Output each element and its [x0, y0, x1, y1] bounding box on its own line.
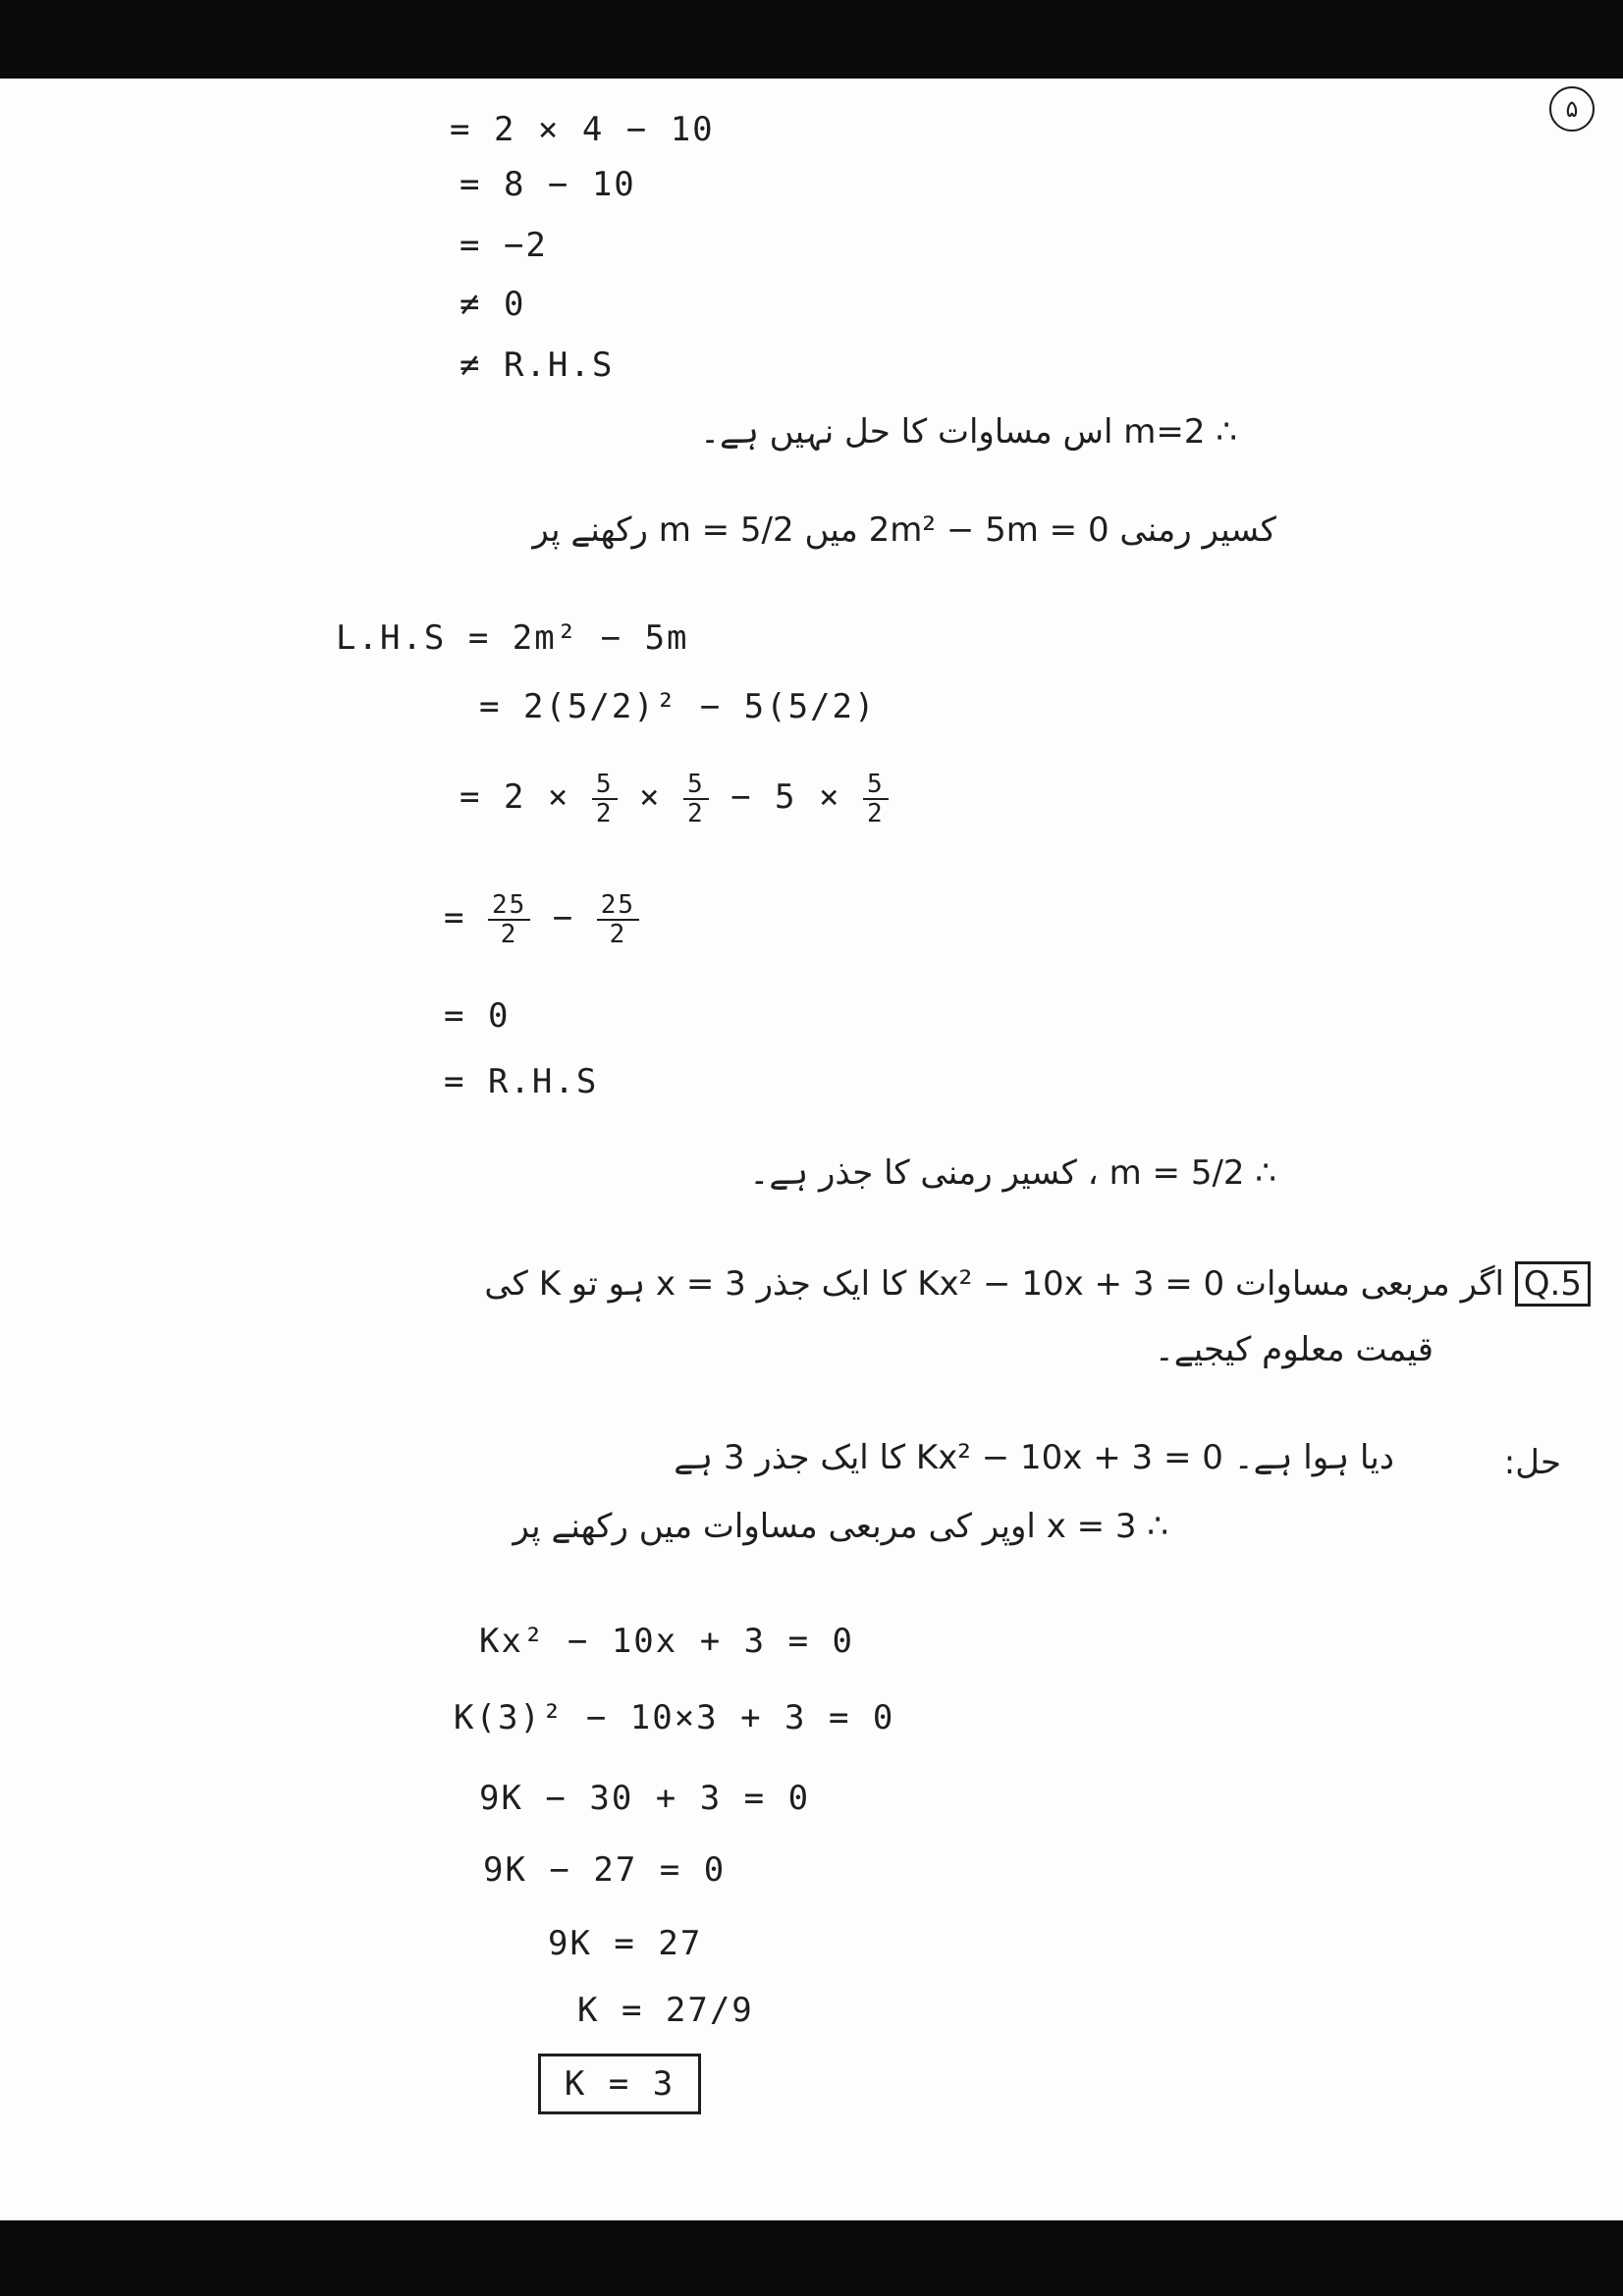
m52-step-3: [444, 888, 639, 948]
fraction-denominator: 2: [595, 798, 614, 828]
solution-step-4: 9K − 27 = 0: [483, 1850, 727, 1890]
fraction-numerator: 25: [597, 891, 639, 921]
question-5-line-2: قیمت معلوم کیجیے۔: [1154, 1330, 1434, 1369]
fraction-25-halves: [488, 891, 530, 948]
solution-step-5: 9K = 27: [548, 1924, 703, 1963]
m52-step-2: [460, 768, 889, 828]
fraction-five-halves: [592, 771, 618, 828]
scan-bottom-border: [0, 2220, 1623, 2296]
fraction-numerator: 5: [592, 771, 618, 800]
m52-step-5: = R.H.S: [444, 1062, 599, 1101]
fraction-denominator: 2: [866, 798, 885, 828]
m2-conclusion: ∴ m=2 اس مساوات کا حل نہیں ہے۔: [700, 412, 1237, 452]
m2-step-4: ≠ 0: [460, 285, 526, 324]
solution-line-2: ∴ x = 3 اوپر کی مربعی مساوات میں رکھنے پر: [513, 1507, 1168, 1546]
m52-step-2-minus: − 5 ×: [730, 777, 841, 817]
m2-step-1: = 2 × 4 − 10: [450, 110, 715, 149]
m52-conclusion: ∴ m = 5/2 ، کسیر رمنی کا جذر ہے۔: [749, 1153, 1276, 1193]
solution-step-2: K(3)² − 10×3 + 3 = 0: [454, 1698, 895, 1737]
m52-step-1: = 2(5/2)² − 5(5/2): [479, 687, 877, 726]
m52-step-2-times: ×: [638, 777, 662, 817]
solution-step-1: Kx² − 10x + 3 = 0: [479, 1622, 854, 1661]
fraction-numerator: 5: [863, 771, 889, 800]
question-label: Q.5: [1515, 1261, 1591, 1307]
question-5-line-1: [147, 1261, 1591, 1307]
fraction-25-halves: [597, 891, 639, 948]
m52-step-4: = 0: [444, 996, 511, 1036]
solution-line-1: دیا ہوا ہے۔ Kx² − 10x + 3 = 0 کا ایک جذر 3 ہے: [674, 1438, 1394, 1477]
fraction-five-halves: [863, 771, 889, 828]
fraction-five-halves: [683, 771, 709, 828]
m52-step-2-lead: = 2 ×: [460, 777, 570, 817]
question-5-text: اگر مربعی مساوات Kx² − 10x + 3 = 0 کا ایک جذر x = 3 ہو تو K کی: [484, 1264, 1504, 1304]
scan-top-border: [0, 0, 1623, 79]
page-number: ۵: [1549, 86, 1595, 132]
solution-step-6: K = 27/9: [577, 1991, 754, 2030]
notebook-page: [0, 79, 1623, 2220]
fraction-denominator: 2: [609, 919, 627, 949]
m52-step-3-minus: −: [552, 898, 575, 937]
m2-step-3: = −2: [460, 226, 548, 265]
m52-lhs: L.H.S = 2m² − 5m: [336, 618, 689, 658]
fraction-denominator: 2: [686, 798, 705, 828]
fraction-numerator: 25: [488, 891, 530, 921]
fraction-denominator: 2: [500, 919, 518, 949]
m52-step-3-lead: =: [444, 898, 466, 937]
solution-step-3: 9K − 30 + 3 = 0: [479, 1779, 811, 1818]
fraction-numerator: 5: [683, 771, 709, 800]
final-answer-box: K = 3: [538, 2054, 701, 2114]
solution-label: حل:: [1503, 1443, 1561, 1482]
m2-step-5: ≠ R.H.S: [460, 346, 615, 385]
m2-step-2: = 8 − 10: [460, 165, 636, 204]
m52-intro: کسیر رمنی 2m² − 5m = 0 میں m = 5/2 رکھنے پر: [532, 510, 1276, 550]
